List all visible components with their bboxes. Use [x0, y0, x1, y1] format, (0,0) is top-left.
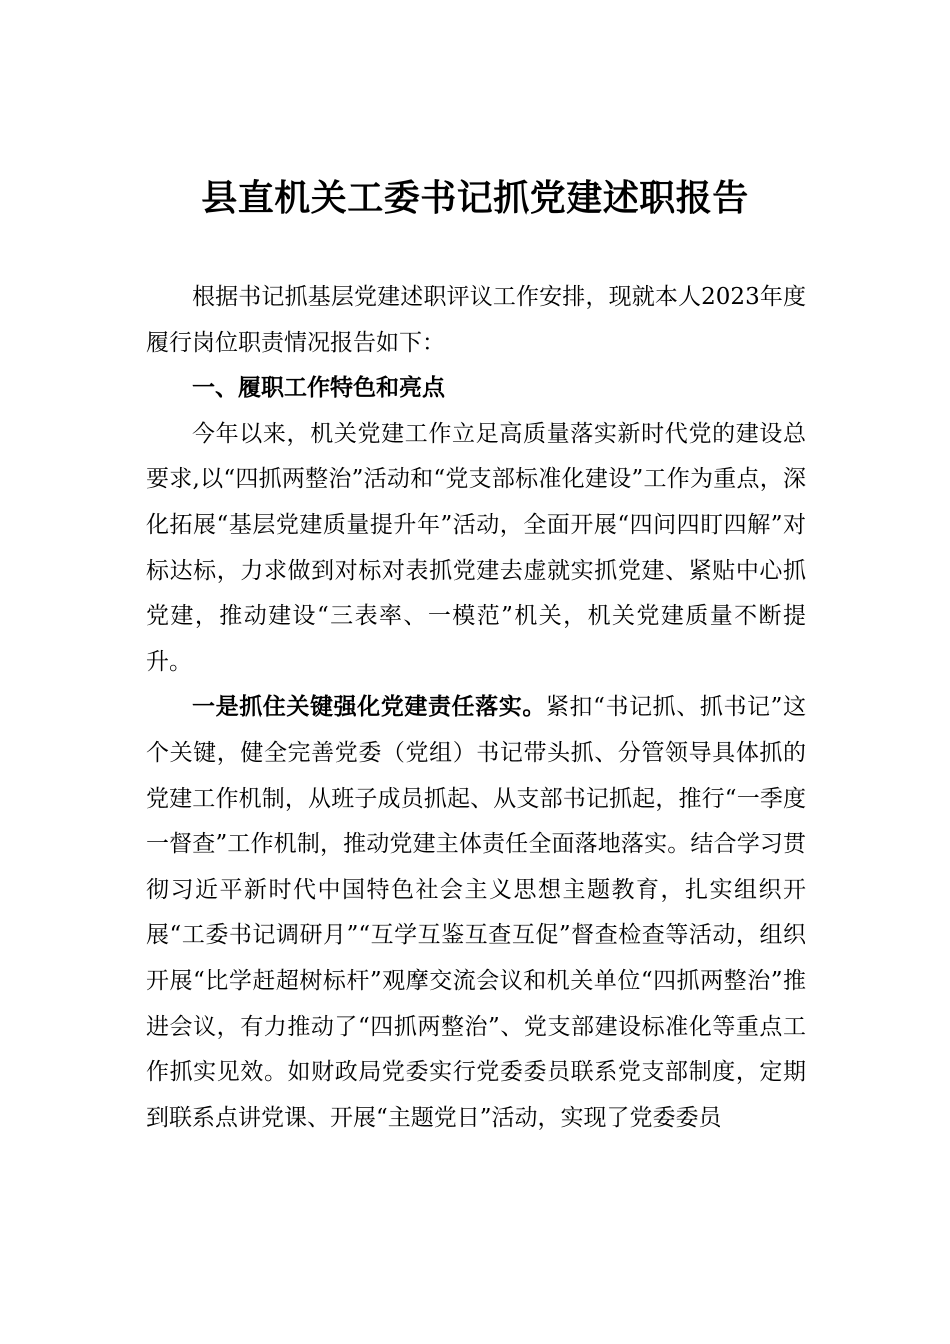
- point-paragraph: [146, 685, 806, 1141]
- section-heading: 一、履职工作特色和亮点: [192, 375, 445, 402]
- document-body: [146, 275, 806, 1141]
- intro-paragraph: 根据书记抓基层党建述职评议工作安排，现就本人2023年度履行岗位职责情况报告如下：: [146, 284, 806, 356]
- point-body: 紧扣“书记抓、抓书记”这个关键，健全完善党委（党组）书记带头抓、分管领导具体抓的党建工作机制，从班子成员抓起、从支部书记抓起，推行“一季度一督查”工作机制，推动党建主体责任全面落地落实。结合学习贯彻习近平新时代中国特色社会主义思想主题教育，扎实组织开展“工委书记调研月”“互学互鉴互查互促”督查检查等活动，组织开展“比学赶超树标杆”观摩交流会议和机关单位“四抓两整治”推进会议，有力推动了“四抓两整治”、党支部建设标准化等重点工作抓实见效。如财政局党委实行党委委员联系党支部制度，定期到联系点讲党课、开展“主题党日”活动，实现了党委委员: [146, 694, 806, 1131]
- point-lead: 一是抓住关键强化党建责任落实。: [192, 694, 546, 721]
- document-title: 县直机关工委书记抓党建述职报告: [201, 177, 749, 219]
- section-paragraph: 今年以来，机关党建工作立足高质量落实新时代党的建设总要求,以“四抓两整治”活动和“党支部标准化建设”工作为重点，深化拓展“基层党建质量提升年”活动，全面开展“四问四盯四解”对标达标，力求做到对标对表抓党建去虚就实抓党建、紧贴中心抓党建，推动建设“三表率、一模范”机关，机关党建质量不断提升。: [146, 420, 806, 675]
